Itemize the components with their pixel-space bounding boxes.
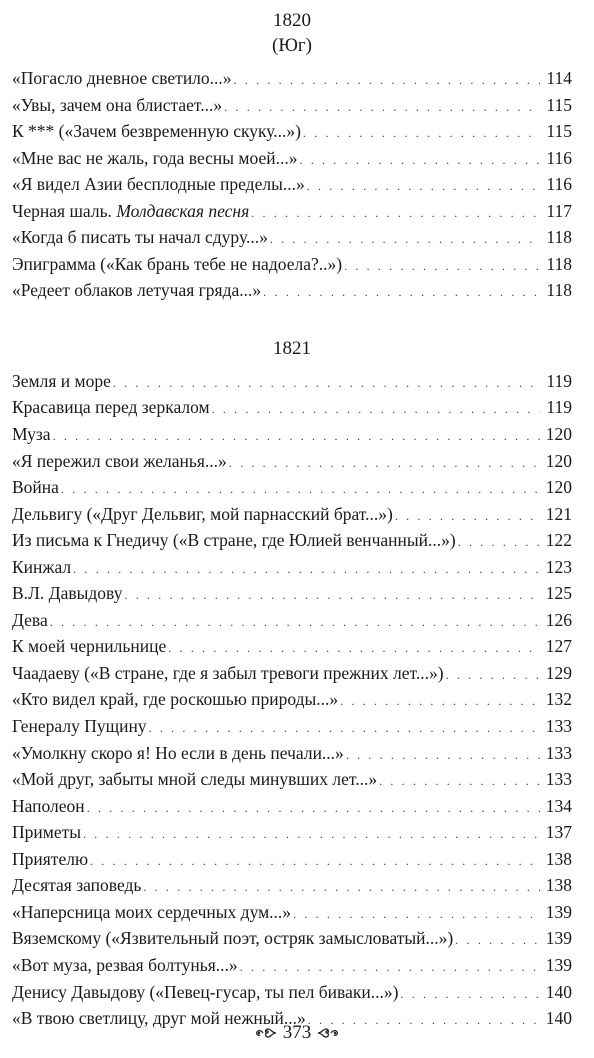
toc-entry: [12, 583, 572, 610]
toc-entry-page: 120: [545, 477, 572, 498]
dot-leader: [293, 907, 540, 922]
toc-entry-page: 118: [546, 227, 572, 248]
toc-entry-page: 133: [545, 716, 572, 737]
toc-entry-title: Красавица перед зеркалом: [12, 397, 210, 418]
dot-leader: [340, 694, 540, 709]
toc-entry: [12, 769, 572, 796]
toc-entry: [12, 743, 572, 770]
toc-entry: [12, 663, 572, 690]
section-header-1820: [12, 0, 572, 58]
toc-entry: [12, 822, 572, 849]
dot-leader: [87, 801, 540, 816]
toc-entry-title: Из письма к Гнедичу («В стране, где Юлией венчанный...»): [12, 530, 456, 551]
dot-leader: [124, 588, 539, 603]
toc-entry: [12, 928, 572, 955]
dot-leader: [212, 402, 541, 417]
toc-entry-page: 120: [545, 424, 572, 445]
toc-entry-page: 140: [545, 1008, 572, 1029]
toc-entry-title: «Погасло дневное светило...»: [12, 68, 232, 88]
toc-entry: [12, 716, 572, 743]
toc-entry: [12, 397, 572, 424]
toc-entry-page: 127: [545, 636, 572, 657]
dot-leader: [240, 960, 540, 975]
toc-entry-title: Муза: [12, 424, 51, 445]
dot-leader: [446, 668, 540, 683]
dot-leader: [229, 456, 540, 471]
dot-leader: [346, 748, 540, 763]
toc-entry: [12, 68, 572, 95]
toc-entry: [12, 254, 572, 281]
dot-leader: [251, 206, 540, 221]
toc-entry-title: «Мне вас не жаль, года весны моей...»: [12, 147, 298, 168]
toc-entry-title: В.Л. Давыдову: [12, 583, 123, 604]
toc-entry-page: 118: [546, 280, 572, 301]
dot-leader: [50, 615, 540, 630]
toc-entry: [12, 875, 572, 902]
floral-ornament-icon: [317, 1026, 339, 1040]
toc-entry-title: Война: [12, 477, 59, 498]
toc-entry-page: 122: [545, 530, 572, 551]
toc-entry-page: 139: [545, 954, 572, 975]
toc-entry-title: К *** («Зачем безвременную скуку...»): [12, 121, 301, 142]
toc-entry-page: 117: [546, 200, 572, 221]
toc-entry-title: «Мой друг, забыты мной следы минувших лет...»: [12, 769, 378, 790]
toc-entry-page: 138: [545, 848, 572, 869]
toc-entry: [12, 796, 572, 823]
toc-entry-page: 138: [545, 875, 572, 896]
toc-entry-title: К моей чернильнице: [12, 636, 167, 657]
dot-leader: [303, 126, 540, 141]
toc-entry: [12, 610, 572, 637]
section-header-1821: [12, 336, 572, 361]
section-year: 1821: [273, 337, 311, 359]
toc-list-1820: [12, 68, 572, 307]
toc-entry-page: 114: [546, 68, 572, 88]
toc-entry-page: 120: [545, 450, 572, 471]
dot-leader: [455, 933, 539, 948]
dot-leader: [299, 153, 540, 168]
toc-entry-page: 115: [546, 121, 572, 142]
toc-entry-title: «Я пережил свои желанья...»: [12, 450, 227, 471]
toc-entry-page: 125: [545, 583, 572, 604]
toc-entry: [12, 504, 572, 531]
toc-entry-title: Наполеон: [12, 795, 85, 816]
toc-entry: [12, 371, 572, 398]
toc-entry-title: «Кто видел край, где роскошью природы...»: [12, 689, 339, 710]
dot-leader: [168, 641, 540, 656]
toc-entry: [12, 982, 572, 1009]
toc-entry: [12, 530, 572, 557]
dot-leader: [344, 259, 540, 274]
dot-leader: [90, 854, 540, 869]
toc-entry-title: Вяземскому («Язвительный поэт, остряк замысловатый...»): [12, 928, 454, 949]
toc-entry-page: 116: [546, 174, 572, 195]
section-region: (Юг): [272, 35, 312, 56]
toc-entry-page: 139: [545, 901, 572, 922]
toc-entry: [12, 636, 572, 663]
toc-entry-page: 116: [546, 147, 572, 168]
dot-leader: [143, 880, 539, 895]
toc-entry-title: Черная шаль. Молдавская песня: [12, 200, 250, 221]
toc-entry: [12, 227, 572, 254]
dot-leader: [307, 179, 541, 194]
toc-entry-page: 129: [545, 662, 572, 683]
toc-entry: [12, 557, 572, 584]
toc-entry-title: «Вот муза, резвая болтунья...»: [12, 954, 238, 975]
toc-entry-page: 134: [545, 795, 572, 816]
toc-entry: [12, 689, 572, 716]
dot-leader: [379, 774, 540, 789]
floral-ornament-icon: [255, 1026, 277, 1040]
dot-leader: [224, 100, 540, 115]
dot-leader: [53, 429, 540, 444]
toc-entry-page: 139: [545, 928, 572, 949]
toc-entry: [12, 477, 572, 504]
page-footer: [0, 1022, 594, 1044]
toc-entry: [12, 451, 572, 478]
toc-entry: [12, 95, 572, 122]
dot-leader: [400, 987, 539, 1002]
dot-leader: [234, 73, 541, 88]
toc-entry-title: «Когда б писать ты начал сдуру...»: [12, 227, 268, 248]
toc-list-1821: [12, 371, 572, 1035]
toc-entry: [12, 849, 572, 876]
toc-entry: [12, 902, 572, 929]
toc-entry-page: 119: [546, 370, 572, 391]
toc-entry-title: Дельвигу («Друг Дельвиг, мой парнасский брат...»): [12, 503, 393, 524]
toc-entry-page: 137: [545, 822, 572, 843]
toc-entry-title: «Наперсница моих сердечных дум...»: [12, 901, 292, 922]
toc-entry-page: 119: [546, 397, 572, 418]
toc-entry: [12, 174, 572, 201]
toc-entry-title: Кинжал: [12, 556, 72, 577]
dot-leader: [149, 721, 540, 736]
dot-leader: [73, 562, 540, 577]
toc-entry-title: Генералу Пущину: [12, 716, 147, 737]
toc-entry-title: «В твою светлицу, друг мой нежный...»: [12, 1008, 306, 1029]
dot-leader: [458, 535, 540, 550]
toc-entry-page: 118: [546, 253, 572, 274]
toc-entry-page: 115: [546, 94, 572, 115]
toc-entry-title: Денису Давыдову («Певец-гусар, ты пел биваки...»): [12, 981, 399, 1002]
dot-leader: [113, 376, 541, 391]
toc-entry-title: «Умолкну скоро я! Но если в день печали...»: [12, 742, 344, 763]
toc-entry: [12, 280, 572, 307]
toc-entry-page: 133: [545, 742, 572, 763]
toc-entry-title: «Я видел Азии бесплодные пределы...»: [12, 174, 305, 195]
toc-entry-page: 132: [545, 689, 572, 710]
toc-entry-page: 140: [545, 981, 572, 1002]
toc-entry: [12, 148, 572, 175]
toc-entry-title: Чаадаеву («В стране, где я забыл тревоги прежних лет...»): [12, 662, 444, 683]
toc-entry-title: «Редеет облаков летучая гряда...»: [12, 280, 262, 301]
section-year: 1820: [273, 10, 311, 31]
toc-entry-title: Приятелю: [12, 848, 89, 869]
dot-leader: [270, 232, 541, 247]
toc-entry-title: Приметы: [12, 822, 82, 843]
toc-entry: [12, 201, 572, 228]
toc-entry-subtitle: Молдавская песня: [116, 200, 250, 221]
toc-entry: [12, 424, 572, 451]
toc-entry-page: 123: [545, 556, 572, 577]
dot-leader: [83, 827, 540, 842]
toc-entry-title: Эпиграмма («Как брань тебе не надоела?..»): [12, 253, 343, 274]
toc-entry: [12, 955, 572, 982]
toc-entry-title: Десятая заповедь: [12, 875, 142, 896]
toc-entry: [12, 121, 572, 148]
page-number: 373: [282, 1022, 312, 1043]
toc-entry-title: Земля и море: [12, 370, 111, 391]
toc-entry-page: 126: [545, 609, 572, 630]
dot-leader: [395, 509, 540, 524]
toc-entry-page: 121: [545, 503, 572, 524]
dot-leader: [263, 285, 540, 300]
toc-entry-title: «Увы, зачем она блистает...»: [12, 94, 223, 115]
dot-leader: [61, 482, 540, 497]
toc-entry-title: Дева: [12, 609, 48, 630]
toc-entry-page: 133: [545, 769, 572, 790]
